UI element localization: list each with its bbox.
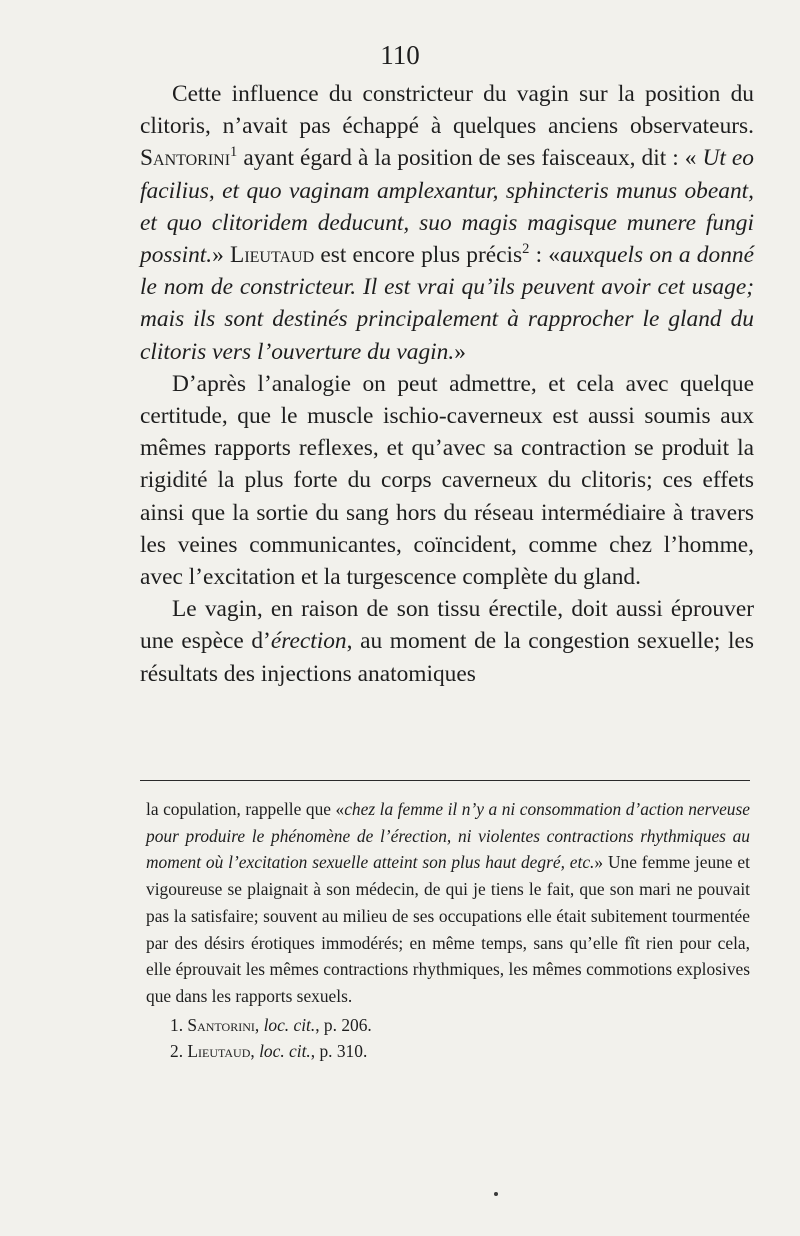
page-number: 110 — [380, 40, 420, 70]
emphasis: érection — [270, 628, 347, 655]
footnote-marker: 2 — [522, 241, 530, 258]
footnote-marker: 1 — [230, 144, 238, 161]
footnote-quote: chez la femme il n’y a ni consommation d’action nerveuse pour produire le phénomène de l’érection, ni violentes contractions rhythmiques au moment où l’excitation sexuelle atteint son plus haut degré, etc. — [146, 799, 750, 873]
paragraph-3: Le vagin, en raison de son tissu érectile, doit aussi éprouver une espèce d’érection, au moment de la congestion sexuelle; les résultats des injections anatomiques — [140, 596, 755, 687]
reference-item: 1. Santorini, loc. cit., p. 206. — [170, 1014, 372, 1035]
paragraph-2: D’après l’analogie on peut admettre, et cela avec quelque certitude, que le muscle ischio-caverneux est aussi soumis aux mêmes rapports reflexes, et qu’avec sa contraction se produit la rigidité la plus forte du corps caverneux du clitoris; ces effets ainsi que la sortie du sang hors du réseau intermédiaire à travers les veines communicantes, coïncident, comme chez l’homme, avec l’excitation et la turgescence complète du gland. — [140, 370, 754, 591]
main-text — [140, 78, 754, 690]
reference-item: 2. Lieutaud, loc. cit., p. 310. — [170, 1041, 368, 1062]
reference-list — [146, 1012, 750, 1065]
footnote-divider — [140, 780, 750, 781]
author-name: Lieutaud — [230, 242, 315, 269]
footnote-continuation: la copulation, rappelle que «chez la femme il n’y a ni consommation d’action nerveuse pour produire le phénomène de l’érection, ni violentes contractions rhythmiques au moment où l’excitation sexuelle atteint son plus haut degré, etc.» Une femme jeune et vigoureuse se plaignait à son médecin, de qui je tiens le fait, que son mari ne pouvait pas la satisfaire; souvent au milieu de ses occupations elle était subitement tourmentée par des désirs érotiques immodérés; en même temps, sans qu’elle fît rien pour cela, elle éprouvait les mêmes contractions rhythmiques, les mêmes commotions explosives que dans les rapports sexuels. — [146, 799, 750, 1006]
ink-speck — [494, 1192, 498, 1196]
author-name: Santorini — [140, 145, 231, 172]
footnotes — [146, 796, 750, 1065]
french-quote: auxquels on a donné le nom de constricteur. Il est vrai qu’ils peuvent avoir cet usage; mais ils sont destinés principalement à rapprocher le gland du clitoris vers l’ouverture du vagin. — [140, 242, 754, 365]
paragraph-1: Cette influence du constricteur du vagin sur la position du clitoris, n’avait pas échappé à quelques anciens observateurs. Santorini$^1$ ayant égard à la position de ses faisceaux, dit : « Ut eo facilius, et quo vaginam amplexantur, sphincteris munus obeant, et quo clitoridem deducunt, suo magis magisque munere fungi possint.» Lieutaud est encore plus précis$^2$ : «auxquels on a donné le nom de constricteur. Il est vrai qu’ils peuvent avoir cet usage; mais ils sont destinés principalement à rapprocher le gland du clitoris vers l’ouverture du vagin.» — [140, 81, 754, 365]
latin-quote: Ut eo facilius, et quo vaginam amplexantur, sphincteris munus obeant, et quo clitoridem deducunt, suo magis magisque munere fungi possint. — [140, 145, 754, 269]
